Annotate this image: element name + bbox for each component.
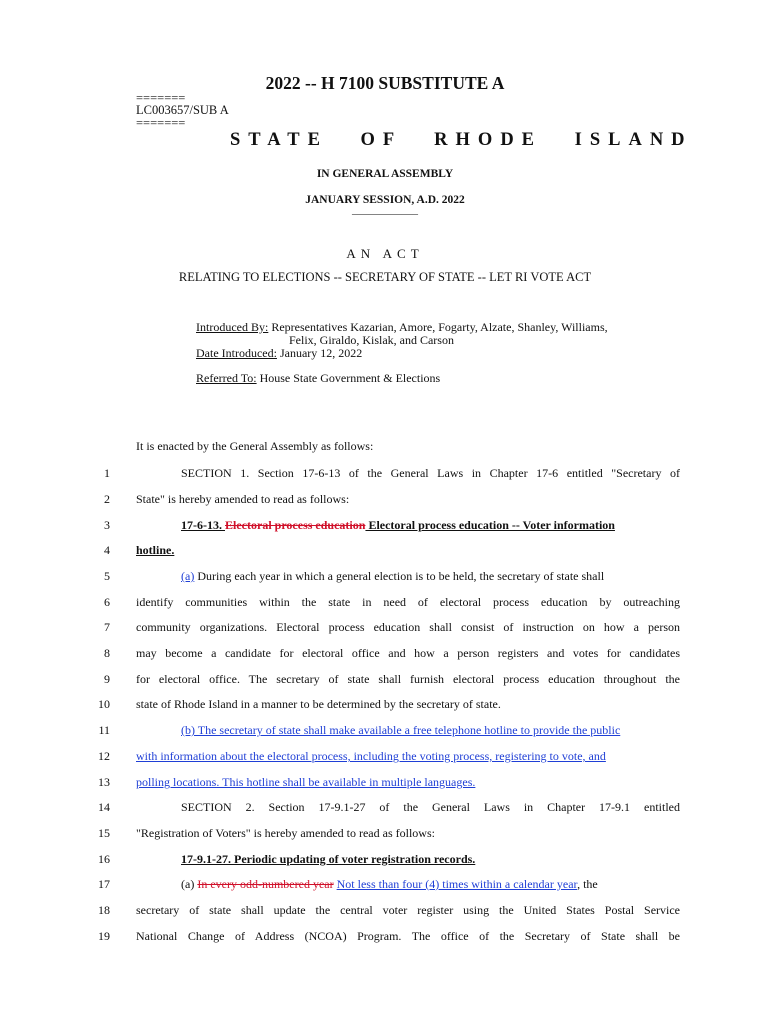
deleted-text: Electoral process education: [225, 518, 366, 532]
inserted-text: (a): [181, 569, 195, 583]
line-number: 6: [104, 595, 110, 609]
referred-to: [196, 372, 440, 385]
body-line-1: SECTION 1. Section 17-6-13 of the General Laws in Chapter 17-6 entitled "Secretary of: [181, 466, 680, 480]
body-line-16: 17-9.1-27. Periodic updating of voter registration records.: [181, 852, 476, 866]
line-number: 17: [98, 877, 110, 891]
deleted-text: In every odd-numbered year: [197, 877, 334, 891]
line-number: 16: [98, 852, 110, 866]
separator-bottom: =======: [136, 116, 186, 130]
body-line-8: may become a candidate for electoral office and how a person registers and votes for candidates: [136, 646, 680, 660]
introduced-value: Representatives Kazarian, Amore, Fogarty, Alzate, Shanley, Williams,: [271, 320, 608, 334]
line-number: 2: [104, 492, 110, 506]
body-line-5: [136, 569, 680, 584]
body-text: (a): [181, 877, 198, 891]
body-line-6: identify communities within the state in need of electoral process education by outreaching: [136, 595, 680, 609]
line-number: 7: [104, 620, 110, 634]
body-line-17: [136, 877, 680, 892]
line-number: 9: [104, 672, 110, 686]
date-value: January 12, 2022: [279, 346, 363, 360]
body-line-13: [136, 775, 680, 790]
lc-number: LC003657/SUB A: [136, 103, 229, 117]
date-label: Date Introduced:: [196, 346, 277, 360]
inserted-text: Not less than four (4) times within a calendar year: [336, 877, 578, 891]
line-number: 1: [104, 466, 110, 480]
an-act-heading: AN ACT: [346, 246, 424, 261]
body-line-14: SECTION 2. Section 17-9.1-27 of the General Laws in Chapter 17-9.1 entitled: [181, 800, 680, 814]
relating-heading: RELATING TO ELECTIONS -- SECRETARY OF STATE -- LET RI VOTE ACT: [178, 270, 592, 284]
session-heading: JANUARY SESSION, A.D. 2022: [305, 194, 465, 206]
line-number: 15: [98, 826, 110, 840]
line-number: 12: [98, 749, 110, 763]
inserted-text: polling locations. This hotline shall be available in multiple languages.: [136, 775, 476, 789]
inserted-text: (b) The secretary of state shall make available a free telephone hotline to provide the public: [181, 723, 621, 737]
line-number: 19: [98, 929, 110, 943]
body-line-19: National Change of Address (NCOA) Program. The office of the Secretary of State shall be: [136, 929, 680, 943]
session-rule: ____________: [352, 204, 418, 216]
line-number: 13: [98, 775, 110, 789]
assembly-heading: IN GENERAL ASSEMBLY: [316, 168, 454, 180]
body-text: , the: [577, 877, 598, 891]
line-number: 18: [98, 903, 110, 917]
body-line-9: for electoral office. The secretary of state shall furnish electoral process education throughout the: [136, 672, 680, 686]
body-line-2: State" is hereby amended to read as follows:: [136, 492, 350, 506]
body-line-11: [136, 723, 680, 738]
introduced-value-cont: Felix, Giraldo, Kislak, and Carson: [289, 333, 454, 347]
bill-title: 2022 -- H 7100 SUBSTITUTE A: [265, 73, 505, 93]
body-line-7: community organizations. Electoral process education shall consist of instruction on how a person: [136, 620, 680, 634]
line-number: 5: [104, 569, 110, 583]
section-heading: Electoral process education -- Voter information: [365, 518, 615, 532]
body-line-15: "Registration of Voters" is hereby amended to read as follows:: [136, 826, 435, 840]
date-introduced: [196, 347, 362, 360]
inserted-text: with information about the electoral process, including the voting process, registering to vote, and: [136, 749, 606, 763]
body-line-18: secretary of state shall update the central voter register using the United States Postal Service: [136, 903, 680, 917]
introduced-label: Introduced By:: [196, 320, 269, 334]
separator-top: =======: [136, 91, 186, 105]
body-line-10: state of Rhode Island in a manner to be determined by the secretary of state.: [136, 697, 501, 711]
line-number: 11: [98, 723, 110, 737]
body-text: During each year in which a general election is to be held, the secretary of state shall: [194, 569, 605, 583]
line-number: 14: [98, 800, 110, 814]
body-line-12: [136, 749, 680, 764]
referred-value: House State Government & Elections: [259, 371, 441, 385]
state-heading: STATE OF RHODE ISLAND: [230, 130, 693, 150]
body-line-3: [136, 518, 680, 533]
referred-label: Referred To:: [196, 371, 257, 385]
line-number: 3: [104, 518, 110, 532]
line-number: 10: [98, 697, 110, 711]
enacting-clause: It is enacted by the General Assembly as follows:: [136, 439, 374, 453]
body-line-4: hotline.: [136, 543, 175, 557]
line-number: 8: [104, 646, 110, 660]
line-number: 4: [104, 543, 110, 557]
section-number: 17-6-13.: [181, 518, 225, 532]
